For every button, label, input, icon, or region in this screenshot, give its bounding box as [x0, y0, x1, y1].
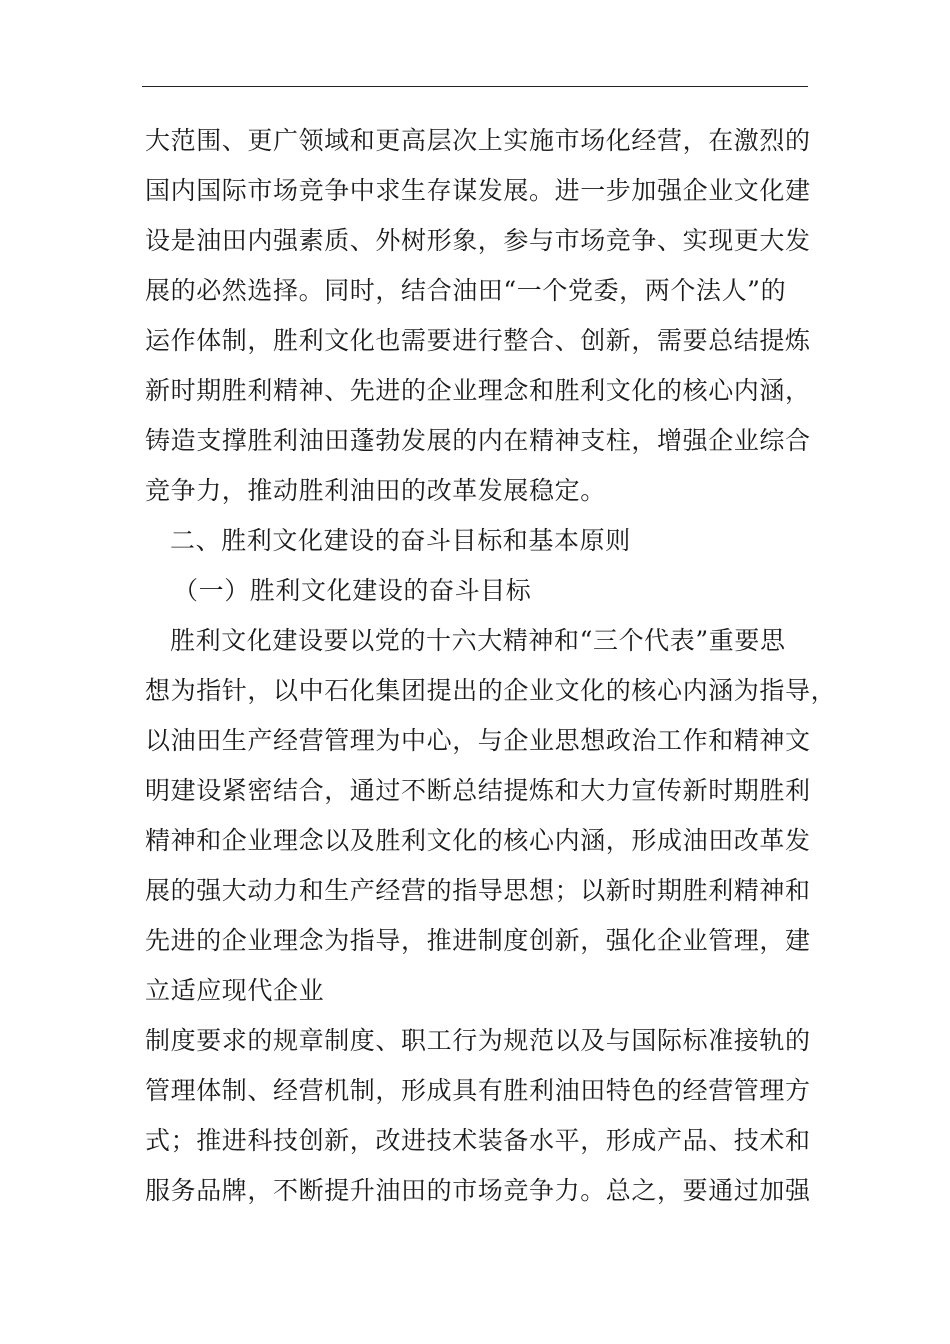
header-rule	[142, 86, 808, 87]
text-line: 展的强大动力和生产经营的指导思想；以新时期胜利精神和	[145, 876, 811, 905]
text-line: 以油田生产经营管理为中心，与企业思想政治工作和精神文	[145, 726, 811, 755]
text-line: 先进的企业理念为指导，推进制度创新，强化企业管理，建	[145, 926, 811, 955]
text-line: 管理体制、经营机制，形成具有胜利油田特色的经营管理方	[145, 1076, 811, 1105]
text-line: 大范围、更广领域和更高层次上实施市场化经营，在激烈的	[145, 126, 811, 155]
body-text	[145, 116, 837, 1216]
text-line: （一）胜利文化建设的奋斗目标	[173, 576, 532, 605]
text-line: 制度要求的规章制度、职工行为规范以及与国际标准接轨的	[145, 1026, 811, 1055]
text-line: 新时期胜利精神、先进的企业理念和胜利文化的核心内涵，	[145, 376, 811, 405]
text-line: 明建设紧密结合，通过不断总结提炼和大力宣传新时期胜利	[145, 776, 811, 805]
text-line: 立适应现代企业	[145, 976, 325, 1005]
text-line: 精神和企业理念以及胜利文化的核心内涵，形成油田改革发	[145, 826, 811, 855]
text-line: 式；推进科技创新，改进技术装备水平，形成产品、技术和	[145, 1126, 811, 1155]
text-line: 国内国际市场竞争中求生存谋发展。进一步加强企业文化建	[145, 176, 811, 205]
text-line: 想为指针，以中石化集团提出的企业文化的核心内涵为指导，	[145, 676, 837, 705]
text-line: 铸造支撑胜利油田蓬勃发展的内在精神支柱，增强企业综合	[145, 426, 811, 455]
text-line: 服务品牌，不断提升油田的市场竞争力。总之，要通过加强	[145, 1176, 811, 1205]
text-line: 设是油田内强素质、外树形象，参与市场竞争、实现更大发	[145, 226, 811, 255]
text-line: 竞争力，推动胜利油田的改革发展稳定。	[145, 476, 606, 505]
text-line: 展的必然选择。同时，结合油田“一个党委，两个法人”的	[145, 276, 787, 305]
text-line: 运作体制，胜利文化也需要进行整合、创新，需要总结提炼	[145, 326, 811, 355]
text-line: 二、胜利文化建设的奋斗目标和基本原则	[170, 526, 631, 555]
text-line: 胜利文化建设要以党的十六大精神和“三个代表”重要思	[170, 626, 786, 655]
